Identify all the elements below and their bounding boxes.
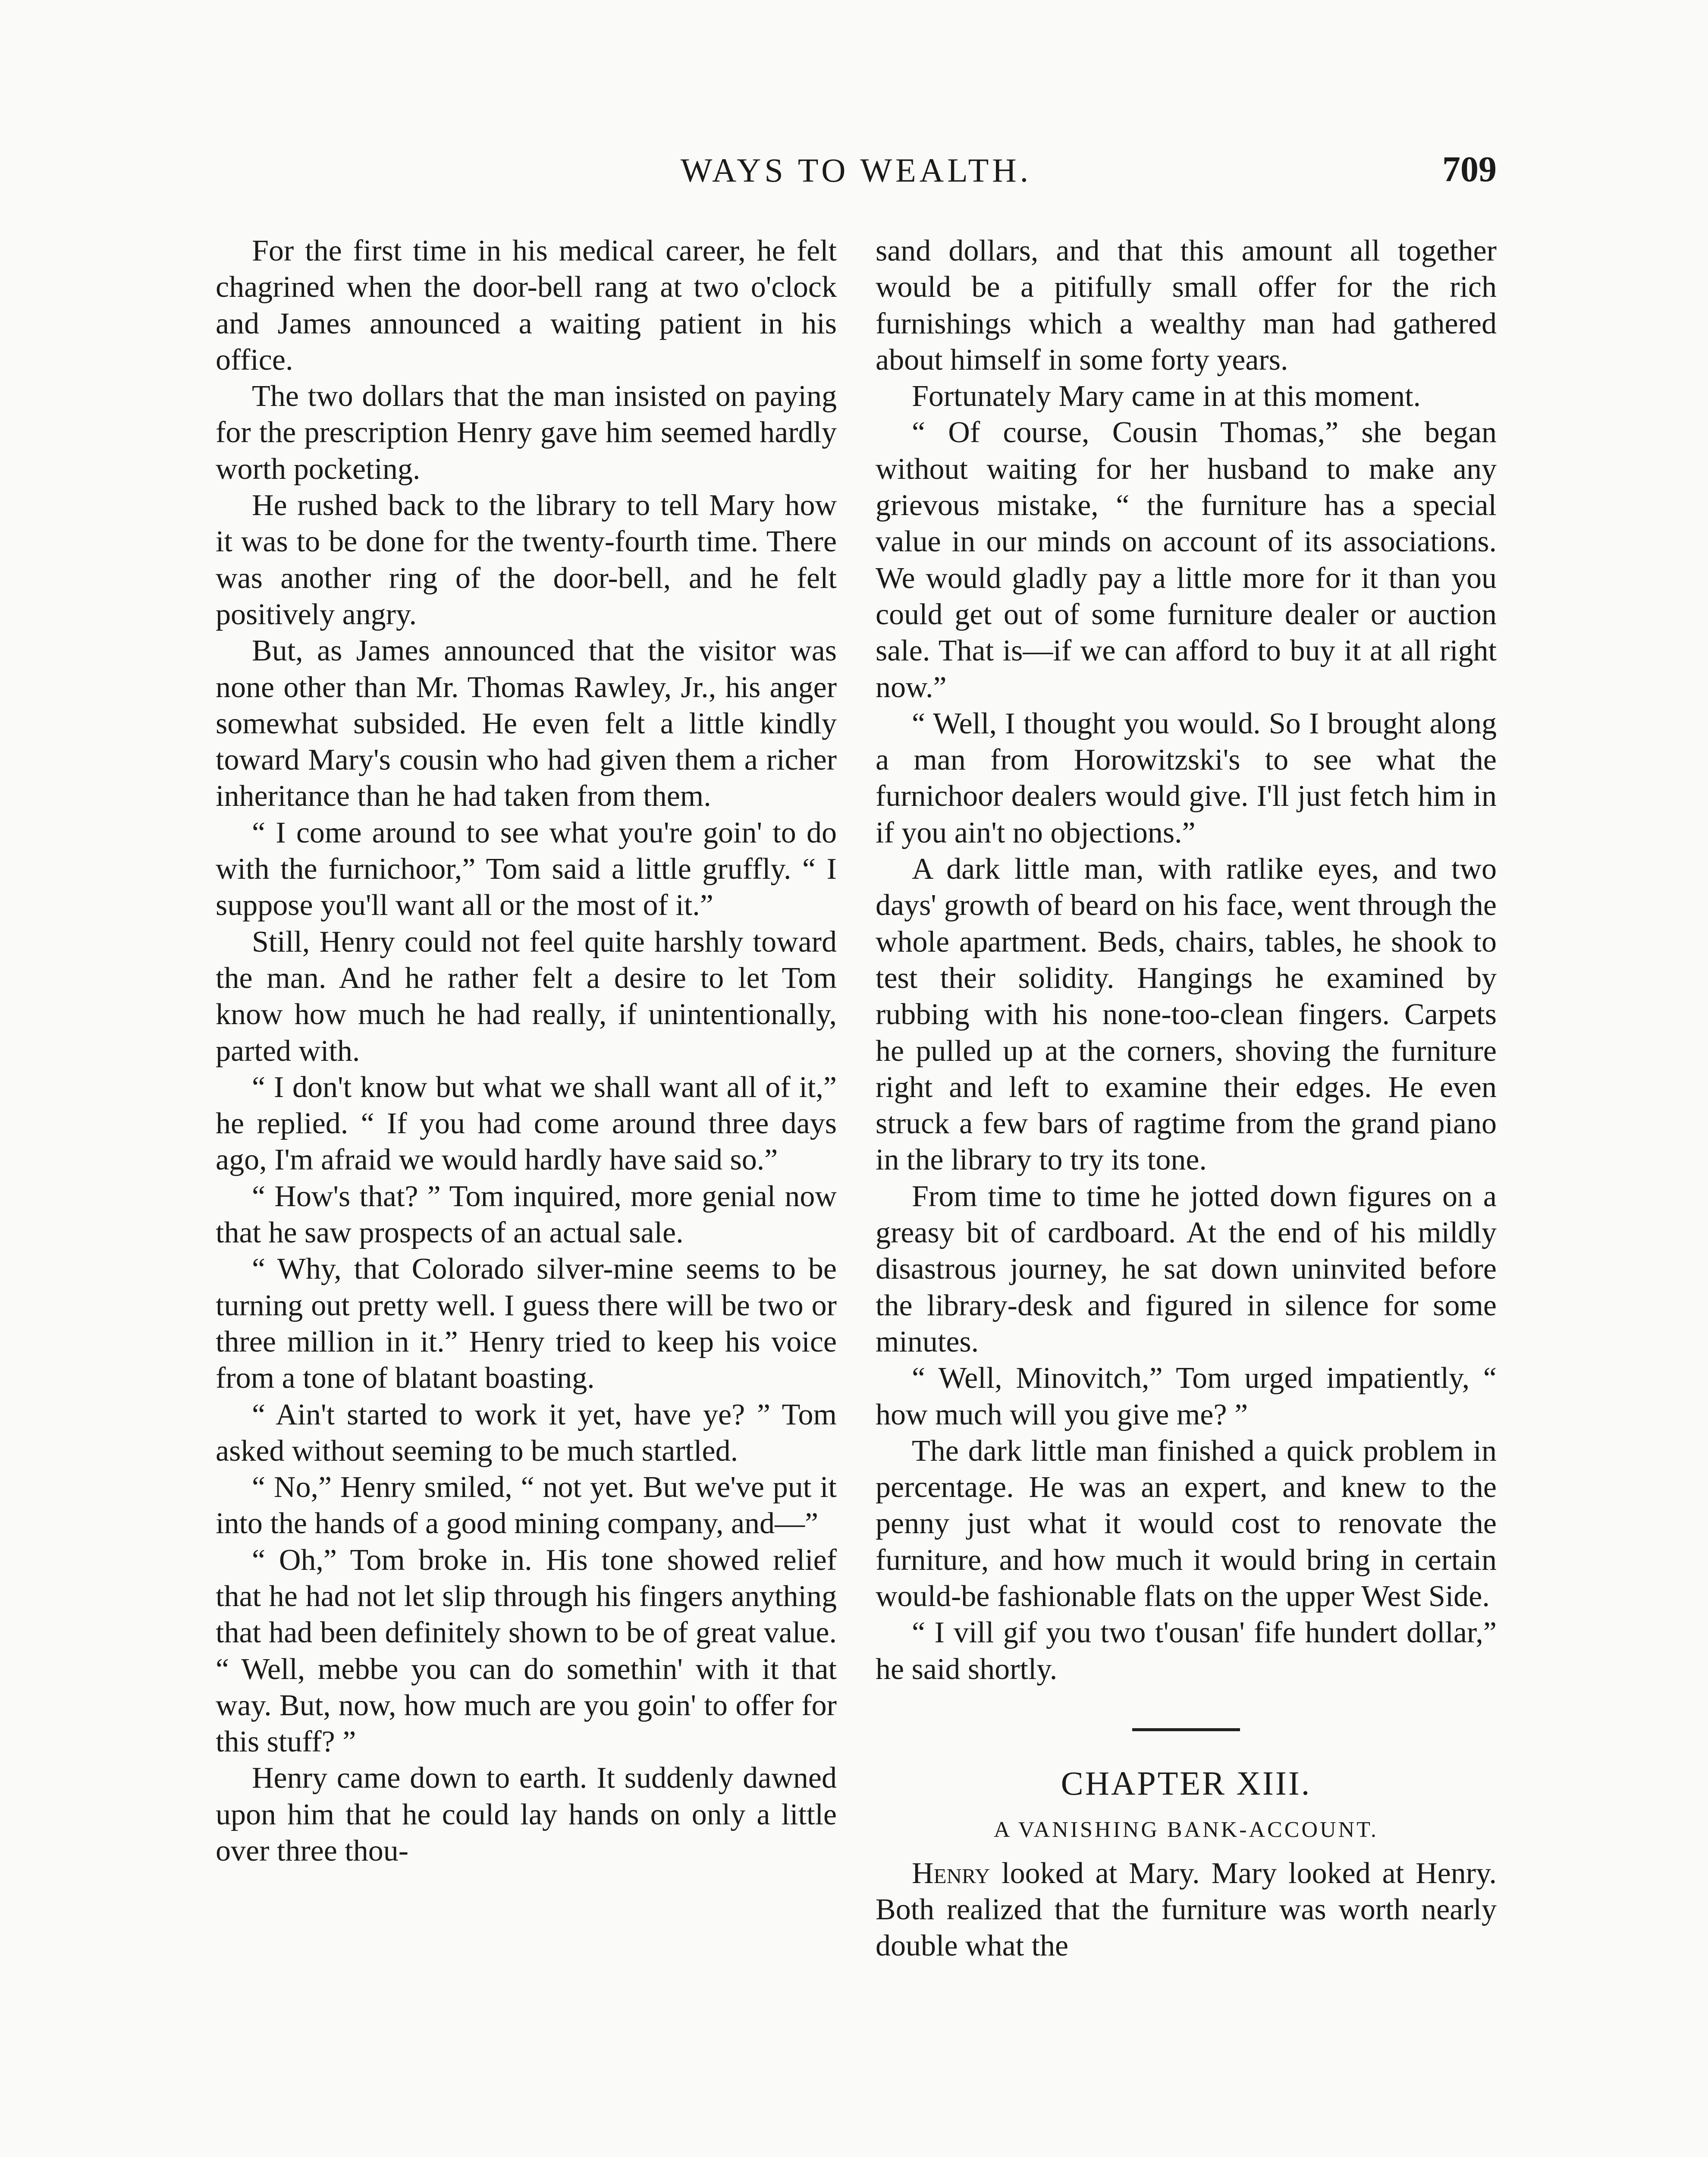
paragraph: “ I vill gif you two t'ousan' fife hundert dollar,” he said shortly. (876, 1616, 1497, 1686)
paragraph: “ I come around to see what you're goin' to do with the furnichoor,” Tom said a little gruffly. “ I suppose you'll want all or the most of it.” (216, 816, 837, 922)
paragraph: The dark little man finished a quick problem in percentage. He was an expert, and knew to the penny just what it would cost to renovate the furniture, and how much it would bring in certain would-be fashionable flats on the upper West Side. (876, 1434, 1497, 1613)
paragraph: “ I don't know but what we shall want all of it,” he replied. “ If you had come around three days ago, I'm afraid we would hardly have said so.” (216, 1070, 837, 1177)
paragraph: Fortunately Mary came in at this moment. (912, 380, 1421, 413)
right-column (876, 233, 1497, 1965)
paragraph: But, as James announced that the visitor was none other than Mr. Thomas Rawley, Jr., his anger somewhat subsided. He even felt a little kindly toward Mary's cousin who had given them a richer inheritance than he had taken from them. (216, 634, 837, 813)
paragraph: “ Well, Minovitch,” Tom urged impatiently, “ how much will you give me? ” (876, 1361, 1497, 1431)
paragraph: Henry came down to earth. It suddenly dawned upon him that he could lay hands on only a little over three thou- (216, 1761, 837, 1868)
paragraph: For the first time in his medical career, he felt chagrined when the door-bell rang at two o'clock and James announced a waiting patient in his office. (216, 234, 837, 377)
chapter-subtitle: A VANISHING BANK-ACCOUNT. (993, 1817, 1379, 1842)
paragraph: Still, Henry could not feel quite harshly toward the man. And he rather felt a desire to let Tom know how much he had really, if unintentionally, parted with. (216, 925, 837, 1068)
paragraph: He rushed back to the library to tell Mary how it was to be done for the twenty-fourth time. There was another ring of the door-bell, and he felt positively angry. (216, 489, 837, 631)
lead-word: Henry (912, 1856, 990, 1890)
running-head: WAYS TO WEALTH. (680, 151, 1032, 189)
paragraph: “ Ain't started to work it yet, have ye? ” Tom asked without seeming to be much startled. (216, 1398, 837, 1468)
paragraph: “ How's that? ” Tom inquired, more genial now that he saw prospects of an actual sale. (216, 1179, 837, 1250)
paragraph: From time to time he jotted down figures on a greasy bit of cardboard. At the end of his mildly disastrous journey, he sat down uninvited before the library-desk and figured in silence for some minutes. (876, 1179, 1497, 1358)
paragraph: “ Of course, Cousin Thomas,” she began without waiting for her husband to make any grievous mistake, “ the furniture has a special value in our minds on account of its associations. We would gladly pay a little more for it than you could get out of some furniture dealer or auction sale. That is—if we can afford to buy it at all right now.” (876, 416, 1497, 704)
page-number: 709 (1442, 149, 1497, 189)
section-divider (1132, 1728, 1240, 1731)
opening-text: looked at Mary. Mary looked at Henry. Both realized that the furniture was worth nearly double what the (876, 1856, 1497, 1963)
paragraph: “ Why, that Colorado silver-mine seems to be turning out pretty well. I guess there will be two or three million in it.” Henry tried to keep his voice from a tone of blatant boasting. (216, 1252, 837, 1395)
paragraph: sand dollars, and that this amount all together would be a pitifully small offer for the rich furnishings which a wealthy man had gathered about himself in some forty years. (876, 234, 1497, 377)
chapter-opening-paragraph (876, 1855, 1497, 1965)
paragraph: A dark little man, with ratlike eyes, and two days' growth of beard on his face, went through the whole apartment. Beds, chairs, tables, he shook to test their solidity. Hangings he examined by rubbing with his none-too-clean fingers. Carpets he pulled up at the corners, shoving the furniture right and left to examine their edges. He even struck a few bars of ragtime from the grand piano in the library to try its tone. (876, 852, 1497, 1177)
left-column (216, 233, 837, 1869)
paragraph: “ No,” Henry smiled, “ not yet. But we've put it into the hands of a good mining company, and—” (216, 1471, 837, 1541)
paragraph: “ Well, I thought you would. So I brought along a man from Horowitzski's to see what the furnichoor dealers would give. I'll just fetch him in if you ain't no objections.” (876, 707, 1497, 849)
paragraph: “ Oh,” Tom broke in. His tone showed relief that he had not let slip through his fingers anything that had been definitely shown to be of great value. “ Well, mebbe you can do somethin' with it that way. But, now, how much are you goin' to offer for this stuff? ” (216, 1543, 837, 1759)
page-header (216, 151, 1497, 203)
chapter-title: CHAPTER XIII. (1061, 1764, 1312, 1802)
paragraph: The two dollars that the man insisted on paying for the prescription Henry gave him seemed hardly worth pocketing. (216, 380, 837, 486)
